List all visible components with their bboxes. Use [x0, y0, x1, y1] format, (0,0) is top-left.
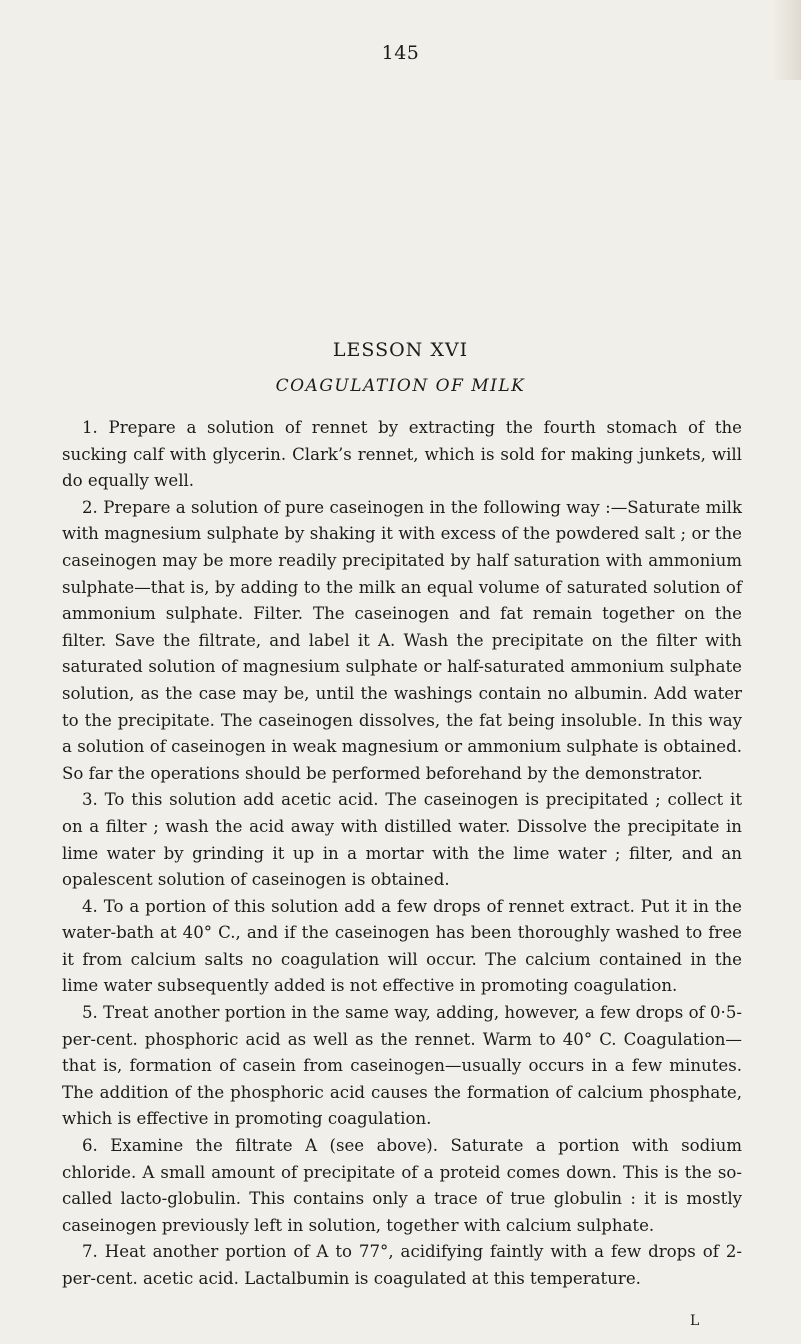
paragraph-5: 5. Treat another portion in the same way, adding, however, a few drops of 0·5-per-cent. phosphoric acid as well as the rennet. Warm to 40° C. Coagulation—that is, formation of casein from caseinogen—usually occurs in a few minutes. The addition of the phosphoric acid causes the formation of calcium phosphate, which is effective in promoting coagulation. — [62, 1003, 742, 1129]
paragraph-3: 3. To this solution add acetic acid. The caseinogen is precipitated ; collect it on a filter ; wash the acid away with distilled water. Dissolve the precipitate in lime water by grinding it up in a mortar with the lime water ; filter, and an opalescent solution of caseinogen is obtained. — [62, 790, 742, 890]
page-number: 145 — [381, 42, 420, 64]
paragraph-4: 4. To a portion of this solution add a few drops of rennet extract. Put it in the water-bath at 40° C., and if the caseinogen has been thoroughly washed to free it from calcium salts no coagulation will occur. The calcium contained in the lime water subsequently added is not effective in promoting coagulation. — [62, 896, 742, 996]
paragraph-6: 6. Examine the filtrate A (see above). Saturate a portion with sodium chloride. A small amount of precipitate of a proteid comes down. This is the so-called lacto-globulin. This contains only a trace of true globulin : it is mostly caseinogen previously left in solution, together with calcium sulphate. — [62, 1136, 742, 1235]
paragraph-1: 1. Prepare a solution of rennet by extracting the fourth stomach of the sucking calf with glycerin. Clark’s rennet, which is sold for making junkets, will do equally well. — [62, 418, 742, 491]
page-edge-shadow — [771, 0, 801, 80]
section-subtitle: COAGULATION OF MILK — [275, 376, 526, 396]
signature-mark: L — [690, 1313, 700, 1329]
body-text — [62, 415, 742, 1293]
paragraph-7: 7. Heat another portion of A to 77°, acidifying faintly with a few drops of 2-per-cent. acetic acid. Lactalbumin is coagulated at this temperature. — [62, 1242, 742, 1288]
paragraph-2: 2. Prepare a solution of pure caseinogen in the following way :—Saturate milk with magnesium sulphate by shaking it with excess of the powdered salt ; or the caseinogen may be more readily precipitated by half saturation with ammonium sulphate—that is, by adding to the milk an equal volume of saturated solution of ammonium sulphate. Filter. The caseinogen and fat remain together on the filter. Save the filtrate, and label it A. Wash the precipitate on the filter with saturated solution of magnesium sulphate or half-saturated ammonium sulphate solution, as the case may be, until the washings contain no albumin. Add water to the precipitate. The caseinogen dissolves, the fat being insoluble. In this way a solution of caseinogen in weak magnesium or ammonium sulphate is obtained. So far the operations should be performed beforehand by the demonstrator. — [62, 497, 742, 783]
lesson-title: LESSON XVI — [332, 339, 469, 361]
